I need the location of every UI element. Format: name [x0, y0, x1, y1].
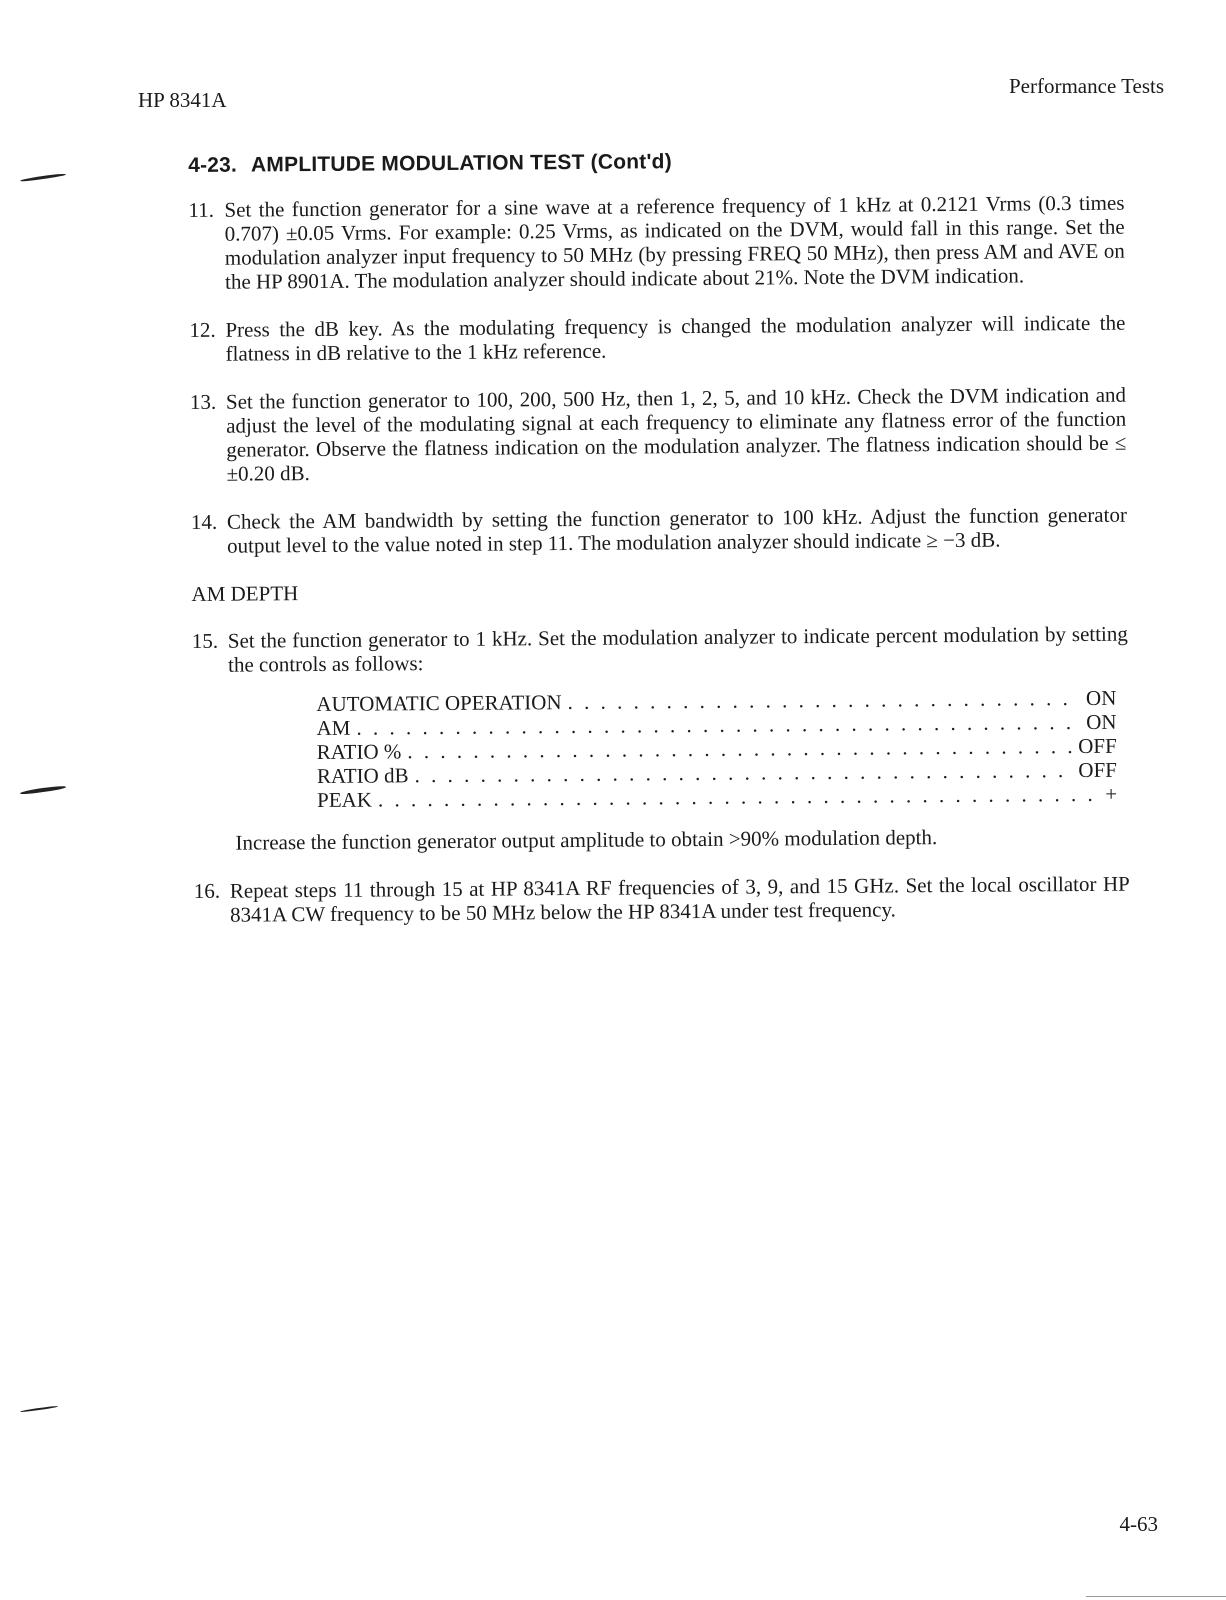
binder-mark [20, 173, 66, 182]
step-item [194, 872, 1130, 927]
step-number: 13. [189, 389, 217, 414]
binder-mark [20, 1405, 58, 1412]
setting-label: AM [316, 715, 351, 741]
step-number: 12. [189, 317, 216, 342]
header-model: HP 8341A [138, 88, 227, 112]
setting-value: ON [1085, 685, 1117, 710]
step-text: Press the dB key. As the modulating frequency is changed the modulation analyzer will indicate the flatness in dB relative to the 1 kHz reference. [225, 310, 1126, 366]
step-number: 11. [188, 197, 215, 222]
subheading: AM DEPTH [191, 581, 299, 606]
step-number: 16. [193, 878, 221, 903]
step-text: Set the function generator for a sine wave at a reference frequency of 1 kHz at 0.2121 Vrms (0.3 times 0.707) ±0.05 Vrms. For example: 0.25 Vrms, as indicated on the DVM, would fall in this range. Set the modulation analyzer input frequency to 50 MHz (by pressing FREQ 50 MHz), then press AM and AVE on the HP 8901A. The modulation analyzer should indicate about 21%. Note the DVM indication. [224, 190, 1125, 294]
setting-label: PEAK [317, 787, 373, 813]
step-number: 14. [190, 509, 218, 534]
step-item [190, 383, 1127, 486]
section-title [188, 147, 1124, 178]
setting-row [317, 782, 1117, 812]
header-section: Performance Tests [1008, 74, 1164, 98]
leader-dots [378, 782, 1099, 812]
setting-value: ON [1086, 709, 1117, 734]
instruction-note: Increase the function generator output amplitude to obtain >90% modulation depth. [235, 825, 938, 855]
section-heading: AMPLITUDE MODULATION TEST (Cont'd) [250, 150, 672, 177]
setting-value: OFF [1078, 757, 1118, 783]
binder-mark [20, 785, 66, 795]
step-item [188, 191, 1125, 294]
step-number: 15. [191, 628, 219, 653]
setting-label: RATIO dB [316, 763, 409, 789]
step-text: Set the function generator to 1 kHz. Set the modulation analyzer to indicate percent modulation by setting the controls as follows: [227, 621, 1128, 677]
step-text: Check the AM bandwidth by setting the function generator to 100 kHz. Adjust the function generator output level to the value noted in step 11. The modulation analyzer should indicate ≥ −3 dB. [226, 502, 1128, 558]
step-item [189, 311, 1125, 366]
section-number: 4-23. [188, 153, 238, 177]
setting-label: RATIO % [316, 739, 402, 765]
setting-value: + [1105, 781, 1118, 806]
step-item [191, 503, 1127, 558]
page-body [188, 141, 1130, 951]
bottom-rule [1086, 1596, 1226, 1597]
step-text: Set the function generator to 100, 200, 500 Hz, then 1, 2, 5, and 10 kHz. Check the DVM indication and adjust the level of the modulating signal at each frequency to eliminate any flatness error of the function generator. Observe the flatness indication on the modulation analyzer. The flatness indication should be ≤ ±0.20 dB. [225, 382, 1127, 486]
setting-value: OFF [1078, 733, 1117, 759]
setting-label: AUTOMATIC OPERATION [316, 690, 562, 717]
step-text: Repeat steps 11 through 15 at HP 8341A RF frequencies of 3, 9, and 15 GHz. Set the local oscillator HP 8341A CW frequency to be 50 MHz below the HP 8341A under test frequency. [229, 871, 1130, 927]
page-number: 4-63 [1119, 1512, 1158, 1536]
control-settings-list [316, 686, 1117, 812]
step-item [192, 622, 1128, 677]
